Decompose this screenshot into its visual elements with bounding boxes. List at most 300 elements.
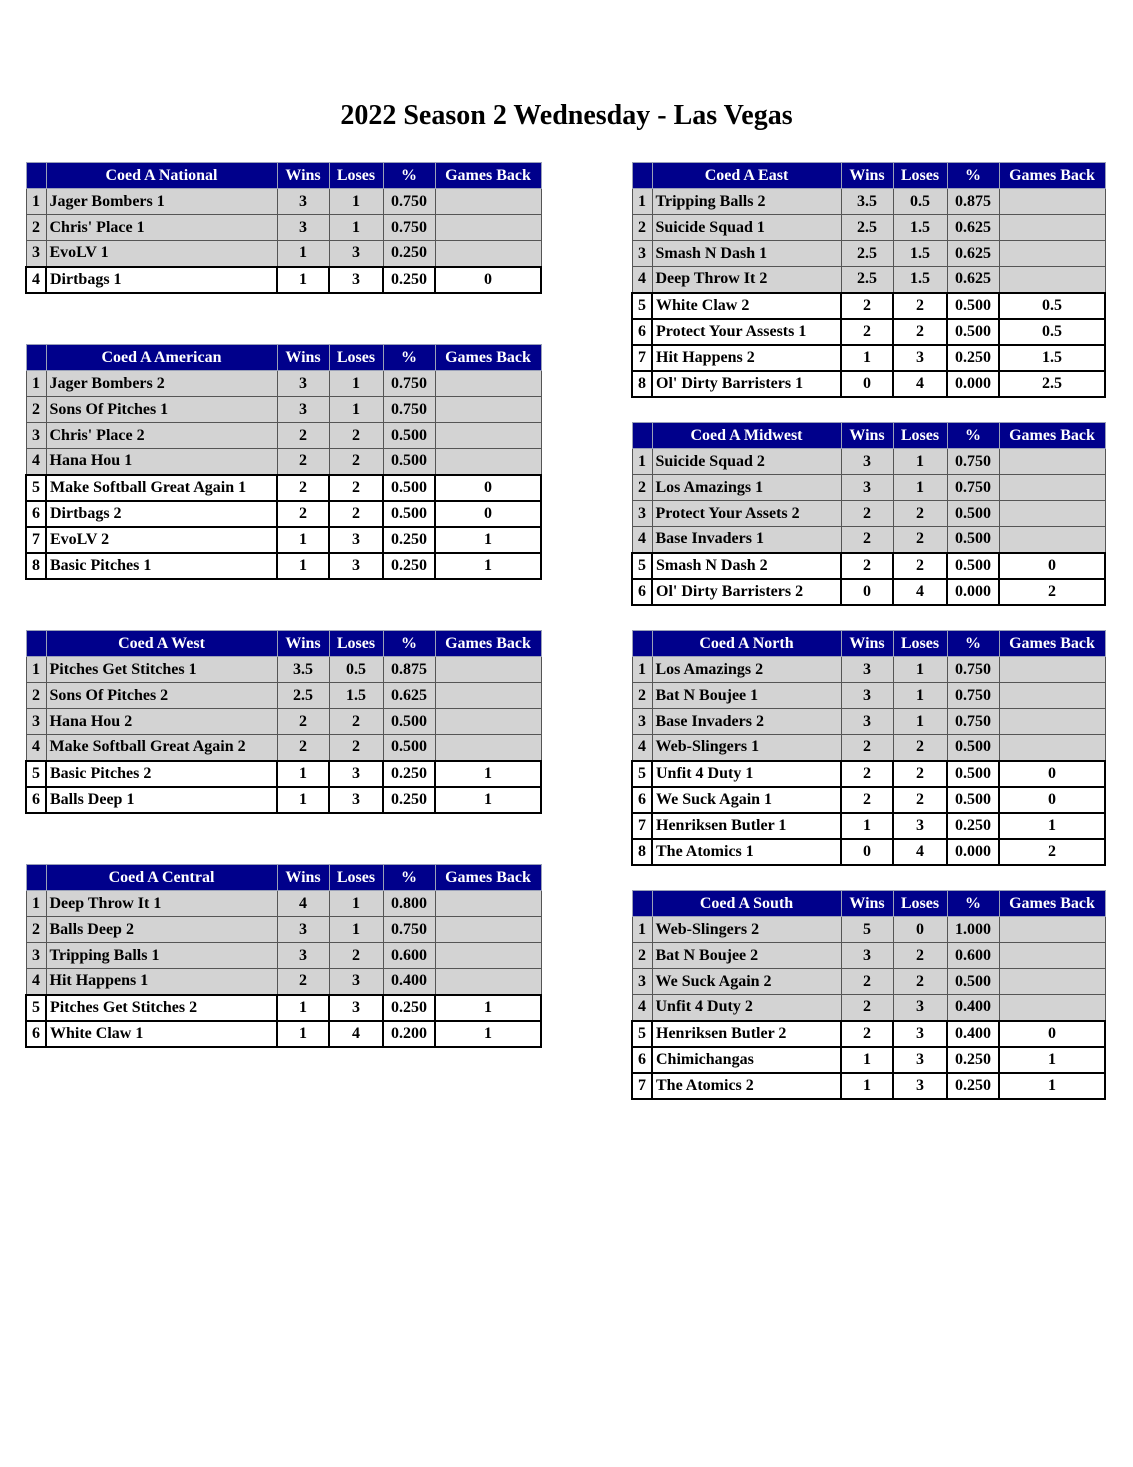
loses-cell: 2 (329, 943, 383, 969)
loses-cell: 1.5 (893, 241, 947, 267)
wins-cell: 5 (841, 917, 893, 943)
games-back-cell (999, 683, 1105, 709)
loses-cell: 3 (329, 995, 383, 1021)
rank-cell: 4 (26, 449, 46, 475)
percent-cell: 0.500 (947, 969, 999, 995)
games-back-cell: 1 (435, 995, 541, 1021)
percent-column-header: % (947, 891, 999, 917)
percent-cell: 0.500 (947, 735, 999, 761)
team-name-cell: Deep Throw It 1 (46, 891, 277, 917)
games-back-column-header: Games Back (435, 631, 541, 657)
table-row (632, 683, 1105, 709)
wins-column-header: Wins (277, 163, 329, 189)
rank-cell: 4 (632, 735, 652, 761)
games-back-column-header: Games Back (435, 345, 541, 371)
team-name-cell: Chris' Place 1 (46, 215, 277, 241)
games-back-cell (999, 241, 1105, 267)
percent-cell: 0.500 (383, 423, 435, 449)
loses-cell: 2 (329, 423, 383, 449)
percent-cell: 0.600 (947, 943, 999, 969)
table-row (26, 475, 541, 501)
percent-cell: 0.000 (947, 839, 999, 865)
rank-cell: 4 (26, 969, 46, 995)
games-back-cell: 1 (435, 527, 541, 553)
wins-cell: 3 (277, 943, 329, 969)
games-back-cell (435, 241, 541, 267)
wins-cell: 1 (277, 995, 329, 1021)
wins-cell: 3.5 (841, 189, 893, 215)
table-row (26, 735, 541, 761)
games-back-cell (435, 735, 541, 761)
rank-cell: 2 (632, 215, 652, 241)
loses-cell: 3 (893, 1073, 947, 1099)
games-back-cell (999, 657, 1105, 683)
wins-cell: 2 (841, 969, 893, 995)
games-back-cell (999, 969, 1105, 995)
wins-cell: 2 (277, 735, 329, 761)
percent-cell: 0.400 (947, 1021, 999, 1047)
table-header-row (26, 163, 541, 189)
wins-cell: 2.5 (841, 215, 893, 241)
games-back-cell (999, 475, 1105, 501)
team-name-cell: Bat N Boujee 2 (652, 943, 841, 969)
team-name-cell: Balls Deep 1 (46, 787, 277, 813)
rank-cell: 4 (632, 527, 652, 553)
percent-cell: 0.500 (383, 735, 435, 761)
games-back-cell (999, 735, 1105, 761)
games-back-cell: 1 (999, 1073, 1105, 1099)
table-row (26, 527, 541, 553)
standings-table-coed-a-american (25, 344, 542, 580)
games-back-column-header: Games Back (999, 163, 1105, 189)
header-rank-cell (632, 631, 652, 657)
games-back-cell (435, 969, 541, 995)
games-back-cell (435, 683, 541, 709)
standings-table-coed-a-east (631, 162, 1106, 398)
rank-cell: 4 (632, 995, 652, 1021)
table-row (26, 215, 541, 241)
loses-cell: 3 (893, 995, 947, 1021)
rank-cell: 6 (632, 1047, 652, 1073)
games-back-cell (999, 215, 1105, 241)
wins-cell: 2.5 (277, 683, 329, 709)
loses-cell: 1.5 (893, 215, 947, 241)
wins-cell: 2 (277, 423, 329, 449)
team-name-cell: Pitches Get Stitches 2 (46, 995, 277, 1021)
header-rank-cell (632, 163, 652, 189)
games-back-cell: 0.5 (999, 293, 1105, 319)
table-header-row (632, 631, 1105, 657)
table-row (632, 579, 1105, 605)
rank-cell: 3 (632, 709, 652, 735)
games-back-cell: 1 (999, 813, 1105, 839)
standings-table-coed-a-midwest (631, 422, 1106, 606)
rank-cell: 2 (26, 397, 46, 423)
table-header-row (632, 423, 1105, 449)
loses-cell: 2 (893, 527, 947, 553)
rank-cell: 3 (632, 501, 652, 527)
wins-column-header: Wins (841, 163, 893, 189)
loses-cell: 3 (893, 345, 947, 371)
percent-cell: 0.800 (383, 891, 435, 917)
standings-table-coed-a-national (25, 162, 542, 294)
team-name-cell: Chris' Place 2 (46, 423, 277, 449)
division-name: Coed A Central (46, 865, 277, 891)
team-name-cell: Henriksen Butler 1 (652, 813, 841, 839)
percent-cell: 0.250 (947, 1073, 999, 1099)
team-name-cell: Pitches Get Stitches 1 (46, 657, 277, 683)
percent-cell: 0.250 (947, 345, 999, 371)
loses-cell: 2 (893, 501, 947, 527)
loses-cell: 2 (893, 761, 947, 787)
rank-cell: 3 (26, 943, 46, 969)
wins-cell: 2 (841, 293, 893, 319)
games-back-cell (435, 943, 541, 969)
loses-column-header: Loses (893, 631, 947, 657)
wins-cell: 3 (841, 683, 893, 709)
table-row (26, 1021, 541, 1047)
wins-cell: 2 (277, 969, 329, 995)
wins-cell: 3.5 (277, 657, 329, 683)
table-row (26, 891, 541, 917)
loses-cell: 4 (893, 839, 947, 865)
loses-cell: 2 (329, 709, 383, 735)
table-row (632, 943, 1105, 969)
table-row (26, 371, 541, 397)
games-back-cell (435, 449, 541, 475)
loses-cell: 0 (893, 917, 947, 943)
loses-cell: 4 (893, 371, 947, 397)
percent-cell: 0.875 (947, 189, 999, 215)
games-back-cell (999, 709, 1105, 735)
percent-cell: 0.500 (947, 553, 999, 579)
table-row (632, 553, 1105, 579)
wins-column-header: Wins (277, 865, 329, 891)
table-row (26, 553, 541, 579)
rank-cell: 7 (632, 1073, 652, 1099)
games-back-cell: 2 (999, 839, 1105, 865)
games-back-cell (435, 657, 541, 683)
loses-cell: 3 (893, 813, 947, 839)
loses-cell: 2 (893, 553, 947, 579)
loses-cell: 0.5 (329, 657, 383, 683)
wins-cell: 1 (277, 761, 329, 787)
team-name-cell: Hit Happens 2 (652, 345, 841, 371)
wins-cell: 2.5 (841, 241, 893, 267)
wins-cell: 3 (841, 709, 893, 735)
table-row (632, 969, 1105, 995)
team-name-cell: Web-Slingers 1 (652, 735, 841, 761)
table-row (632, 1047, 1105, 1073)
team-name-cell: Basic Pitches 2 (46, 761, 277, 787)
team-name-cell: Suicide Squad 1 (652, 215, 841, 241)
percent-cell: 0.250 (947, 813, 999, 839)
percent-cell: 0.250 (383, 995, 435, 1021)
table-row (26, 397, 541, 423)
team-name-cell: Tripping Balls 2 (652, 189, 841, 215)
rank-cell: 6 (632, 319, 652, 345)
loses-cell: 1 (329, 371, 383, 397)
wins-column-header: Wins (277, 345, 329, 371)
team-name-cell: Balls Deep 2 (46, 917, 277, 943)
table-row (26, 267, 541, 293)
rank-cell: 1 (632, 917, 652, 943)
rank-cell: 8 (632, 839, 652, 865)
header-rank-cell (632, 423, 652, 449)
wins-column-header: Wins (841, 423, 893, 449)
rank-cell: 2 (26, 215, 46, 241)
wins-cell: 3 (277, 215, 329, 241)
percent-cell: 0.250 (383, 267, 435, 293)
loses-cell: 1.5 (893, 267, 947, 293)
loses-cell: 1 (893, 475, 947, 501)
loses-cell: 1 (329, 215, 383, 241)
percent-cell: 0.500 (947, 501, 999, 527)
games-back-cell (435, 397, 541, 423)
games-back-cell (435, 891, 541, 917)
team-name-cell: We Suck Again 1 (652, 787, 841, 813)
games-back-cell (999, 943, 1105, 969)
wins-cell: 2 (277, 475, 329, 501)
wins-cell: 3 (277, 917, 329, 943)
table-row (26, 917, 541, 943)
rank-cell: 1 (632, 189, 652, 215)
table-row (26, 995, 541, 1021)
header-rank-cell (26, 345, 46, 371)
rank-cell: 1 (26, 891, 46, 917)
team-name-cell: Hit Happens 1 (46, 969, 277, 995)
wins-cell: 2 (841, 787, 893, 813)
table-row (26, 241, 541, 267)
wins-cell: 1 (841, 813, 893, 839)
percent-cell: 0.250 (383, 553, 435, 579)
percent-cell: 0.400 (383, 969, 435, 995)
table-row (632, 709, 1105, 735)
division-name: Coed A West (46, 631, 277, 657)
table-row (632, 1021, 1105, 1047)
games-back-cell (435, 371, 541, 397)
table-row (632, 475, 1105, 501)
division-name: Coed A East (652, 163, 841, 189)
percent-cell: 0.750 (947, 657, 999, 683)
rank-cell: 5 (632, 1021, 652, 1047)
team-name-cell: Hana Hou 1 (46, 449, 277, 475)
wins-cell: 2 (841, 761, 893, 787)
rank-cell: 4 (26, 267, 46, 293)
percent-column-header: % (947, 423, 999, 449)
team-name-cell: Unfit 4 Duty 1 (652, 761, 841, 787)
games-back-cell (435, 189, 541, 215)
percent-cell: 0.600 (383, 943, 435, 969)
percent-column-header: % (383, 865, 435, 891)
rank-cell: 6 (632, 787, 652, 813)
rank-cell: 2 (632, 683, 652, 709)
wins-cell: 3 (841, 657, 893, 683)
percent-cell: 0.250 (383, 761, 435, 787)
table-row (632, 917, 1105, 943)
rank-cell: 6 (632, 579, 652, 605)
team-name-cell: Smash N Dash 1 (652, 241, 841, 267)
wins-cell: 3 (277, 371, 329, 397)
team-name-cell: The Atomics 2 (652, 1073, 841, 1099)
rank-cell: 4 (632, 267, 652, 293)
header-rank-cell (632, 891, 652, 917)
rank-cell: 5 (26, 475, 46, 501)
games-back-cell: 1 (435, 761, 541, 787)
wins-cell: 3 (277, 397, 329, 423)
rank-cell: 7 (632, 813, 652, 839)
loses-column-header: Loses (329, 631, 383, 657)
division-name: Coed A North (652, 631, 841, 657)
loses-cell: 3 (329, 787, 383, 813)
wins-cell: 1 (841, 1073, 893, 1099)
loses-cell: 2 (329, 735, 383, 761)
loses-cell: 3 (893, 1021, 947, 1047)
team-name-cell: Dirtbags 2 (46, 501, 277, 527)
wins-cell: 2 (277, 709, 329, 735)
percent-cell: 0.500 (947, 293, 999, 319)
percent-column-header: % (947, 163, 999, 189)
page-title: 2022 Season 2 Wednesday - Las Vegas (340, 100, 793, 131)
rank-cell: 1 (26, 371, 46, 397)
loses-cell: 2 (893, 969, 947, 995)
loses-cell: 1 (893, 683, 947, 709)
loses-cell: 0.5 (893, 189, 947, 215)
games-back-column-header: Games Back (999, 631, 1105, 657)
table-row (632, 995, 1105, 1021)
games-back-cell (999, 501, 1105, 527)
percent-column-header: % (383, 345, 435, 371)
loses-cell: 1 (893, 657, 947, 683)
team-name-cell: Deep Throw It 2 (652, 267, 841, 293)
team-name-cell: Basic Pitches 1 (46, 553, 277, 579)
table-row (632, 267, 1105, 293)
percent-cell: 0.250 (383, 241, 435, 267)
loses-cell: 2 (893, 735, 947, 761)
table-row (632, 319, 1105, 345)
games-back-cell: 0 (435, 267, 541, 293)
loses-cell: 1.5 (329, 683, 383, 709)
percent-cell: 0.500 (383, 475, 435, 501)
loses-cell: 1 (329, 397, 383, 423)
percent-cell: 0.625 (947, 267, 999, 293)
loses-cell: 3 (329, 267, 383, 293)
loses-cell: 1 (329, 891, 383, 917)
table-row (26, 501, 541, 527)
percent-cell: 0.500 (383, 501, 435, 527)
rank-cell: 5 (632, 553, 652, 579)
team-name-cell: The Atomics 1 (652, 839, 841, 865)
rank-cell: 5 (26, 995, 46, 1021)
percent-cell: 0.750 (383, 189, 435, 215)
header-rank-cell (26, 631, 46, 657)
rank-cell: 3 (26, 423, 46, 449)
table-row (26, 423, 541, 449)
rank-cell: 7 (26, 527, 46, 553)
team-name-cell: Sons Of Pitches 1 (46, 397, 277, 423)
rank-cell: 5 (26, 761, 46, 787)
loses-column-header: Loses (329, 865, 383, 891)
percent-cell: 0.750 (383, 215, 435, 241)
standings-table-coed-a-south (631, 890, 1106, 1100)
percent-cell: 0.500 (383, 449, 435, 475)
wins-cell: 2 (277, 501, 329, 527)
loses-cell: 4 (893, 579, 947, 605)
rank-cell: 2 (632, 943, 652, 969)
table-header-row (632, 163, 1105, 189)
wins-cell: 1 (841, 1047, 893, 1073)
rank-cell: 4 (26, 735, 46, 761)
wins-cell: 1 (277, 787, 329, 813)
percent-cell: 0.750 (383, 371, 435, 397)
wins-cell: 0 (841, 839, 893, 865)
percent-cell: 0.000 (947, 579, 999, 605)
loses-cell: 2 (893, 787, 947, 813)
games-back-column-header: Games Back (435, 865, 541, 891)
loses-cell: 2 (893, 319, 947, 345)
table-row (632, 501, 1105, 527)
rank-cell: 2 (632, 475, 652, 501)
percent-cell: 0.625 (947, 241, 999, 267)
table-row (26, 657, 541, 683)
games-back-cell (999, 189, 1105, 215)
table-row (632, 293, 1105, 319)
games-back-cell (999, 449, 1105, 475)
table-row (632, 813, 1105, 839)
games-back-cell: 0 (435, 501, 541, 527)
team-name-cell: We Suck Again 2 (652, 969, 841, 995)
team-name-cell: Bat N Boujee 1 (652, 683, 841, 709)
division-name: Coed A National (46, 163, 277, 189)
wins-cell: 2 (841, 553, 893, 579)
wins-cell: 2 (841, 319, 893, 345)
games-back-cell: 1 (435, 1021, 541, 1047)
games-back-cell: 0 (999, 1021, 1105, 1047)
team-name-cell: Sons Of Pitches 2 (46, 683, 277, 709)
games-back-cell: 1 (999, 1047, 1105, 1073)
wins-column-header: Wins (841, 891, 893, 917)
wins-cell: 2 (841, 527, 893, 553)
wins-cell: 2 (841, 501, 893, 527)
rank-cell: 3 (632, 969, 652, 995)
table-row (632, 787, 1105, 813)
rank-cell: 3 (632, 241, 652, 267)
loses-cell: 3 (329, 527, 383, 553)
loses-column-header: Loses (329, 163, 383, 189)
loses-cell: 3 (329, 241, 383, 267)
team-name-cell: Base Invaders 1 (652, 527, 841, 553)
percent-cell: 1.000 (947, 917, 999, 943)
team-name-cell: Tripping Balls 1 (46, 943, 277, 969)
games-back-cell: 0 (999, 553, 1105, 579)
percent-cell: 0.625 (947, 215, 999, 241)
loses-cell: 2 (329, 449, 383, 475)
loses-cell: 4 (329, 1021, 383, 1047)
percent-column-header: % (947, 631, 999, 657)
percent-cell: 0.250 (383, 787, 435, 813)
percent-cell: 0.750 (947, 449, 999, 475)
rank-cell: 1 (632, 449, 652, 475)
percent-cell: 0.750 (947, 683, 999, 709)
division-name: Coed A American (46, 345, 277, 371)
team-name-cell: Chimichangas (652, 1047, 841, 1073)
percent-cell: 0.400 (947, 995, 999, 1021)
percent-cell: 0.500 (947, 787, 999, 813)
percent-column-header: % (383, 163, 435, 189)
team-name-cell: Hana Hou 2 (46, 709, 277, 735)
games-back-cell: 1 (435, 553, 541, 579)
table-row (632, 527, 1105, 553)
